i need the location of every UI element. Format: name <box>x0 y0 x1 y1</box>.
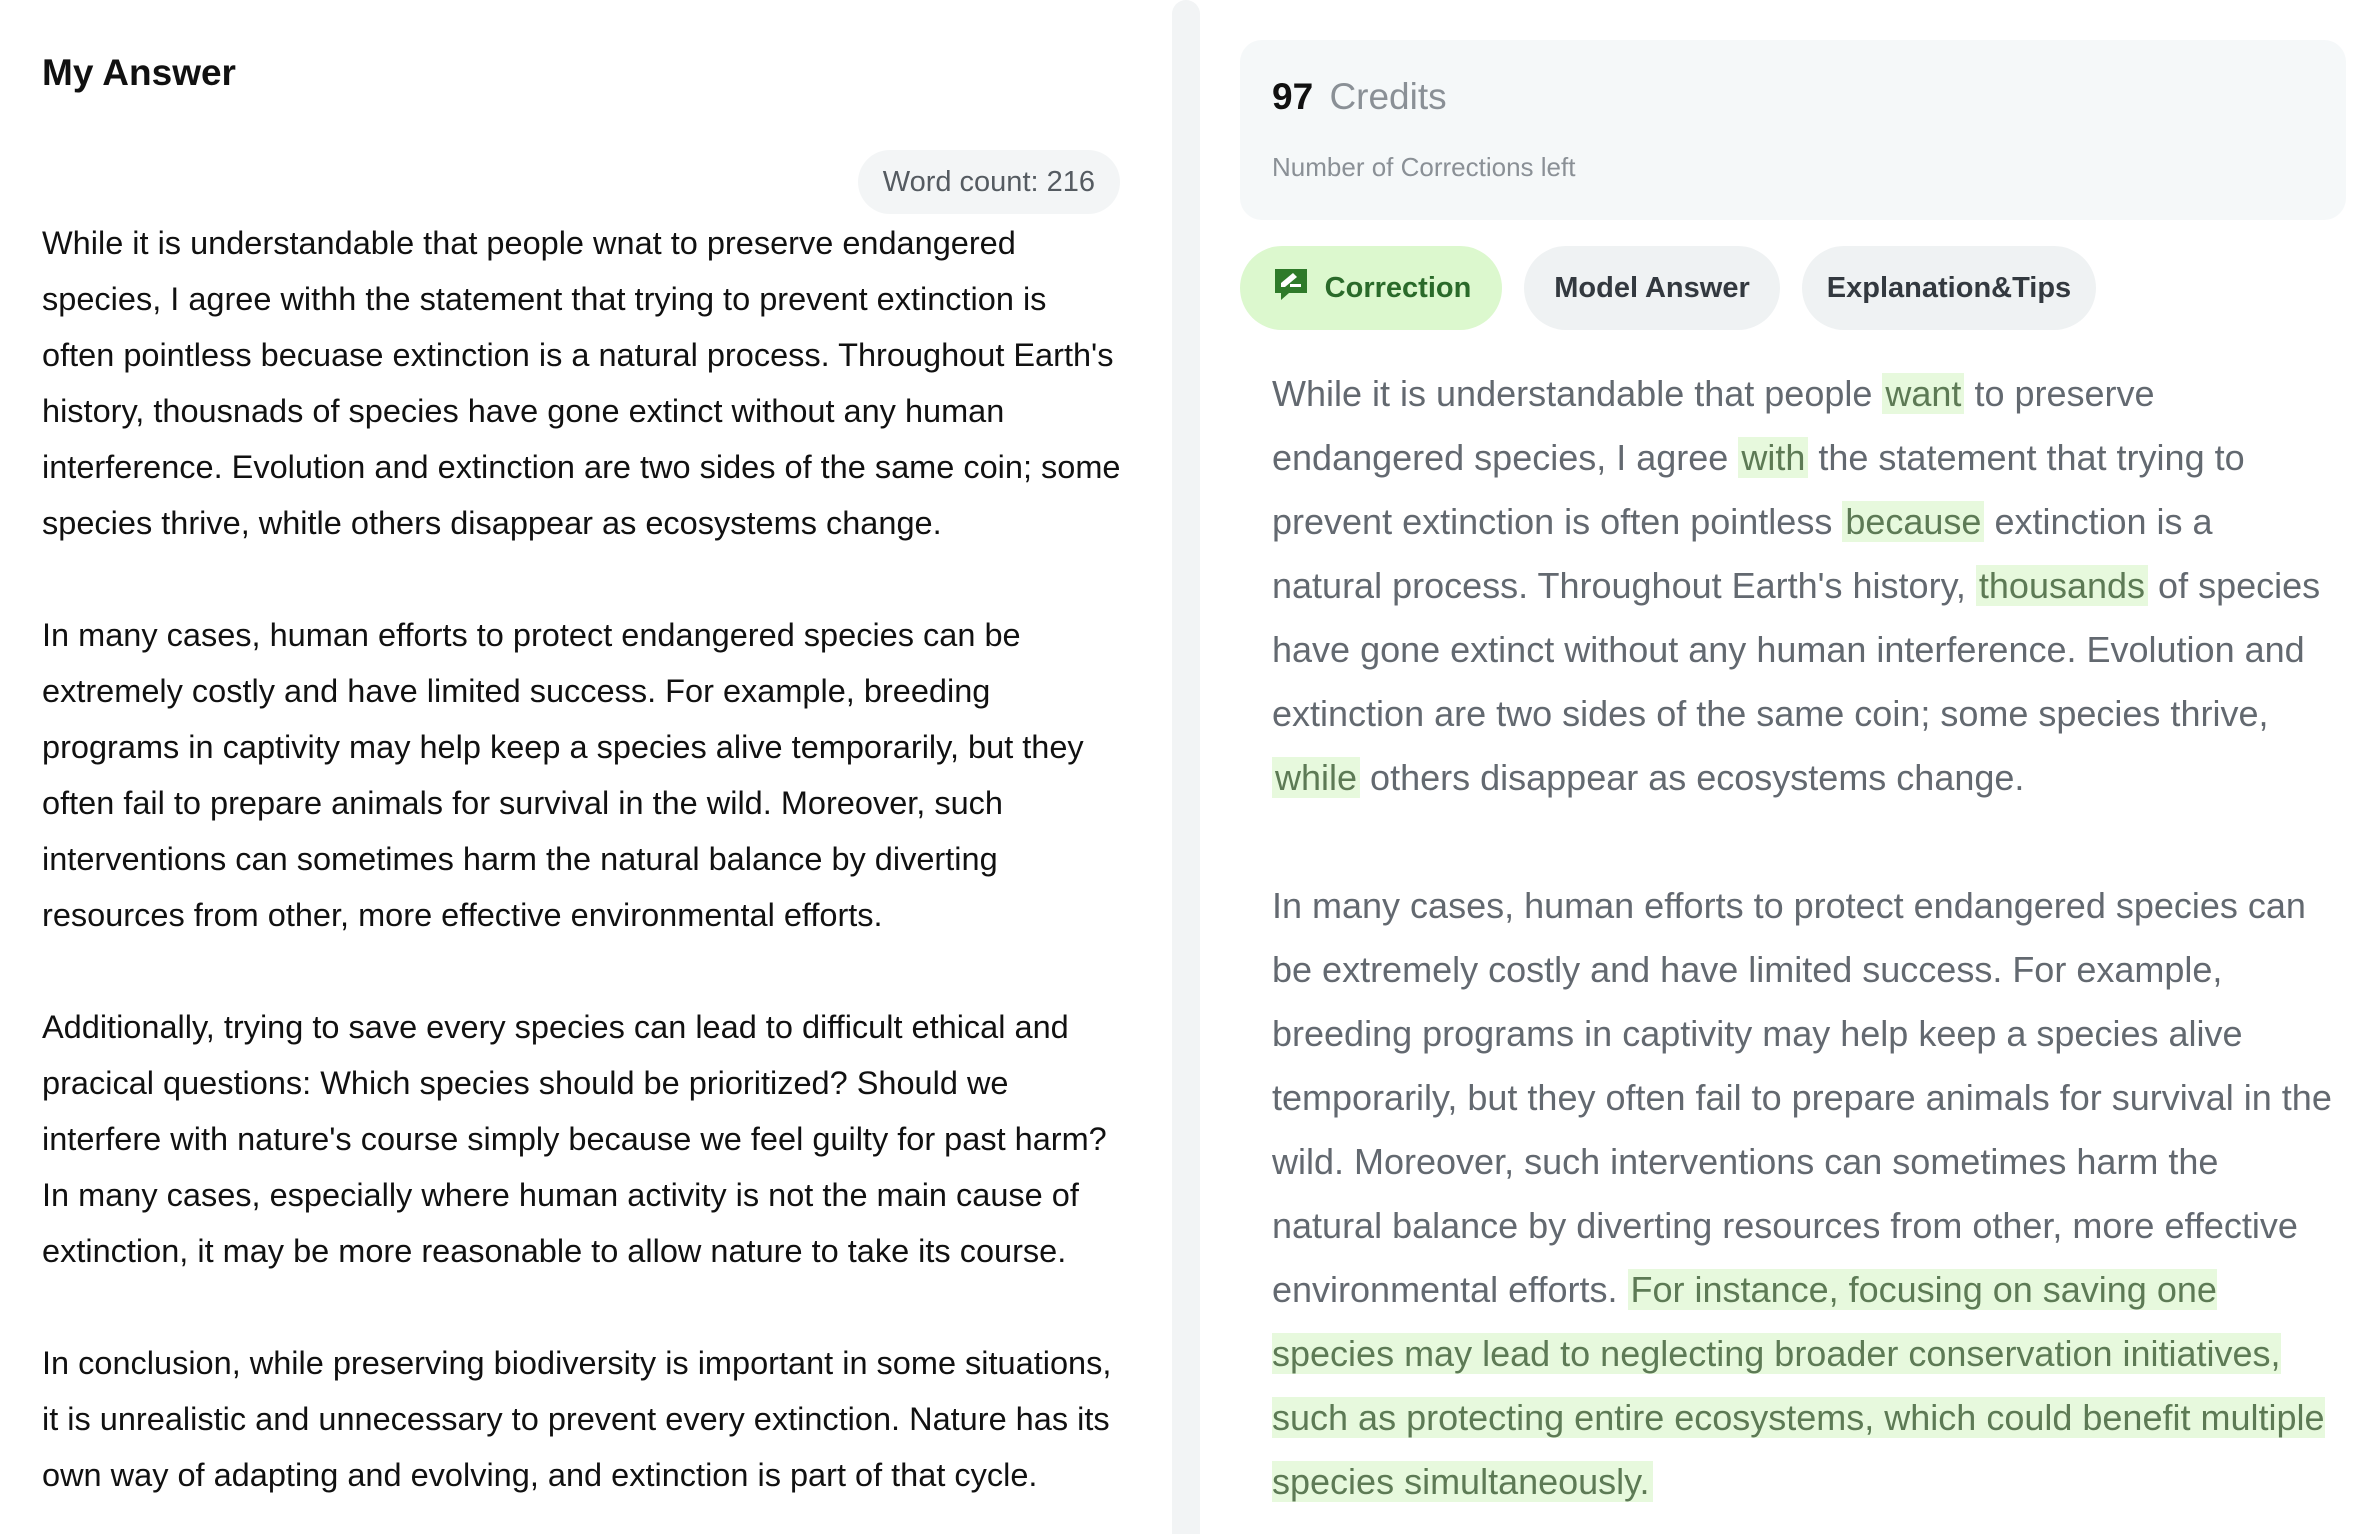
correction-highlight: because <box>1842 501 1984 542</box>
corrected-paragraph <box>1272 874 2332 1514</box>
word-count-badge: Word count: 216 <box>858 150 1120 214</box>
feedback-panel <box>1200 0 2378 1534</box>
answer-paragraph: In conclusion, while preserving biodiversity is important in some situations, it is unrealistic and unnecessary to prevent every extinction. Nature has its own way of adapting and evolving, and extinction is part of that cycle. <box>42 1345 1112 1493</box>
credits-count: 97 <box>1272 76 1314 117</box>
corrected-text-segment: extinction is a natural process. Throughout Earth's history, <box>1272 501 2213 606</box>
credits-card <box>1240 40 2346 220</box>
answer-paragraph: Additionally, trying to save every species can lead to difficult ethical and pracical questions: Which species should be prioritized? Should we interfere with nature's course simply because we feel guilty for past harm? In many cases, especially where human activity is not the main cause of extinction, it may be more reasonable to allow nature to take its course. <box>42 1009 1107 1269</box>
tab-model-answer-label: Model Answer <box>1554 272 1750 304</box>
correction-highlight: while <box>1272 757 1360 798</box>
corrected-paragraph <box>1272 362 2332 810</box>
corrected-text-segment: In many cases, human efforts to protect endangered species can be extremely costly and have limited success. For example, breeding programs in captivity may help keep a species alive temporarily, but they often fail to prepare animals for survival in the wild. Moreover, such interventions can sometimes harm the natural balance by diverting resources from other, more effective environmental efforts. <box>1272 885 2332 1310</box>
panel-divider <box>1172 0 1200 1534</box>
corrected-text-segment: others disappear as ecosystems change. <box>1360 757 2025 798</box>
credits-line <box>1272 76 1447 118</box>
correction-highlight: with <box>1738 437 1808 478</box>
edit-note-icon <box>1271 265 1311 305</box>
tab-explanation-tips[interactable] <box>1802 246 2096 330</box>
addition-highlight: For instance, focusing on saving one species may lead to neglecting broader conservation initiatives, such as protecting entire ecosystems, which could benefit multiple species simultaneously. <box>1272 1269 2325 1502</box>
corrected-text-segment: the statement that trying to prevent extinction is often pointless <box>1272 437 2245 542</box>
credits-label: Credits <box>1329 76 1447 117</box>
answer-paragraph: While it is understandable that people wnat to preserve endangered species, I agree withh the statement that trying to prevent extinction is often pointless becuase extinction is a natural process. Throughout Earth's history, thousnads of species have gone extinct without any human interference. Evolution and extinction are two sides of the same coin; some species thrive, whitle others disappear as ecosystems change. <box>42 225 1121 541</box>
credits-subtitle: Number of Corrections left <box>1272 152 1576 182</box>
corrected-text-segment: While it is understandable that people <box>1272 373 1883 414</box>
tab-correction[interactable] <box>1240 246 1502 330</box>
tab-model-answer[interactable] <box>1524 246 1780 330</box>
tab-correction-label: Correction <box>1324 272 1472 304</box>
corrected-text-segment: of species have gone extinct without any human interference. Evolution and extinction are two sides of the same coin; some species thrive, <box>1272 565 2321 734</box>
my-answer-panel <box>0 0 1172 1534</box>
my-answer-title: My Answer <box>42 52 236 93</box>
corrected-text <box>1272 362 2332 1534</box>
correction-highlight: thousands <box>1976 565 2148 606</box>
correction-highlight: want <box>1882 373 1964 414</box>
tab-explanation-tips-label: Explanation&Tips <box>1826 272 2072 304</box>
my-answer-text <box>42 215 1122 1534</box>
answer-paragraph: In many cases, human efforts to protect endangered species can be extremely costly and have limited success. For example, breeding programs in captivity may help keep a species alive temporarily, but they often fail to prepare animals for survival in the wild. Moreover, such interventions can sometimes harm the natural balance by diverting resources from other, more effective environmental efforts. <box>42 617 1084 933</box>
corrected-text-segment: to preserve endangered species, I agree <box>1272 373 2155 478</box>
